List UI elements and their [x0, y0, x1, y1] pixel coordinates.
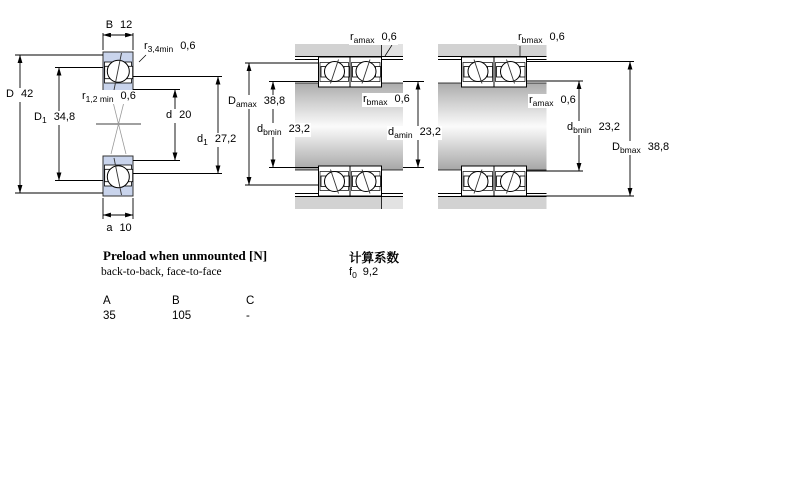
dim-value: 23,2	[288, 123, 310, 135]
dim-value: 9,2	[362, 266, 379, 278]
dim-label-a	[102, 222, 136, 236]
dim-value: 0,6	[120, 90, 136, 102]
ball	[107, 166, 129, 188]
dim-label-D1	[33, 111, 76, 125]
dim-value: 0,6	[560, 94, 576, 106]
housing-band	[295, 44, 382, 57]
dim-base: r	[82, 90, 86, 102]
dim-label-Dbmax	[611, 141, 670, 155]
dim-base: r	[529, 94, 533, 106]
preload-col-header-a: A	[103, 295, 111, 307]
dim-label-rbmax-middle	[362, 93, 411, 107]
dim-value: 0,6	[381, 31, 397, 43]
dim-label-B	[102, 19, 136, 33]
dim-value: 0,6	[394, 93, 410, 105]
housing-band	[438, 197, 547, 210]
dim-base: D	[6, 88, 14, 100]
bearing-section	[350, 57, 382, 87]
dim-value: 12	[120, 19, 133, 31]
dim-value: 0,6	[180, 40, 196, 52]
dim-label-dbmin-middle	[256, 123, 311, 137]
dim-sub: 1	[203, 137, 208, 148]
dim-sub: amax	[353, 35, 375, 46]
preload-value-c: -	[246, 310, 250, 322]
dim-value: 23,2	[598, 121, 620, 133]
dim-sub: 0	[352, 270, 357, 281]
spacer-band	[382, 197, 404, 210]
dim-sub: bmax	[366, 97, 388, 108]
ball	[107, 60, 129, 82]
dim-sub: bmin	[263, 127, 282, 138]
dim-sub: bmin	[573, 125, 592, 136]
preload-title: Preload when unmounted [N]	[103, 248, 268, 263]
bearing-section	[494, 166, 527, 196]
calculation-factors-title: 计算系数	[349, 251, 400, 265]
preload-col-header-c: C	[246, 295, 255, 307]
preload-value-a: 35	[103, 310, 116, 322]
bearing-section	[462, 166, 495, 196]
dim-base: d	[257, 123, 264, 135]
dim-value: 27,2	[214, 133, 237, 145]
dim-value: 34,8	[53, 111, 76, 123]
dim-label-dbmin-right	[566, 121, 621, 135]
bearing-section	[319, 57, 351, 87]
dim-base: d	[197, 133, 204, 145]
f0-label	[348, 266, 379, 280]
dim-base: d	[166, 109, 173, 121]
dim-sub: 1,2 min	[85, 94, 114, 105]
dim-base: r	[363, 93, 367, 105]
dim-label-rbmax-right	[517, 31, 566, 45]
dim-sub: 1	[41, 115, 47, 126]
bearing-section	[494, 57, 527, 87]
dim-base: r	[350, 31, 354, 43]
dim-label-damin	[387, 126, 442, 140]
housing-band	[295, 197, 382, 210]
dim-base: D	[612, 141, 620, 153]
dim-value: 0,6	[549, 31, 565, 43]
dim-base: B	[105, 19, 114, 31]
bearing-section	[319, 166, 351, 196]
dim-label-Damax	[227, 95, 286, 109]
preload-value-b: 105	[172, 310, 192, 322]
dim-value: 23,2	[419, 126, 441, 138]
spacer-band	[382, 44, 404, 57]
dim-label-r34min	[143, 40, 196, 54]
bearing-section	[462, 57, 495, 87]
dim-base: r	[144, 40, 148, 52]
dim-value: 20	[179, 109, 192, 121]
preload-subtitle: back-to-back, face-to-face	[101, 266, 222, 278]
dim-sub: bmax	[521, 35, 543, 46]
dim-label-ramax-middle	[349, 31, 398, 45]
dim-value: 42	[20, 88, 34, 100]
dim-value: 38,8	[647, 141, 670, 153]
dim-base: d	[567, 121, 574, 133]
dim-label-d	[165, 109, 192, 123]
dim-value: 38,8	[263, 95, 286, 107]
right-arrangement	[438, 44, 547, 209]
dim-label-D	[5, 88, 34, 102]
dim-sub: amax	[235, 99, 257, 110]
dim-base: d	[388, 126, 395, 138]
housing-band	[438, 44, 547, 57]
dim-label-d1	[196, 133, 237, 147]
dim-base: D	[34, 111, 42, 123]
dim-base: r	[518, 31, 522, 43]
dim-sub: 3,4min	[147, 44, 174, 55]
dim-base: a	[106, 222, 113, 234]
dim-sub: amin	[394, 130, 413, 141]
dim-sub: amax	[532, 98, 554, 109]
dim-label-ramax-right	[528, 94, 577, 108]
dim-base: f	[349, 266, 353, 278]
dim-value: 10	[119, 222, 132, 234]
preload-col-header-b: B	[172, 295, 180, 307]
left-bearing-cross-section	[96, 52, 141, 196]
bearing-section	[350, 166, 382, 196]
dim-base: D	[228, 95, 236, 107]
dim-label-r12min	[81, 90, 137, 104]
dim-sub: bmax	[619, 145, 641, 156]
